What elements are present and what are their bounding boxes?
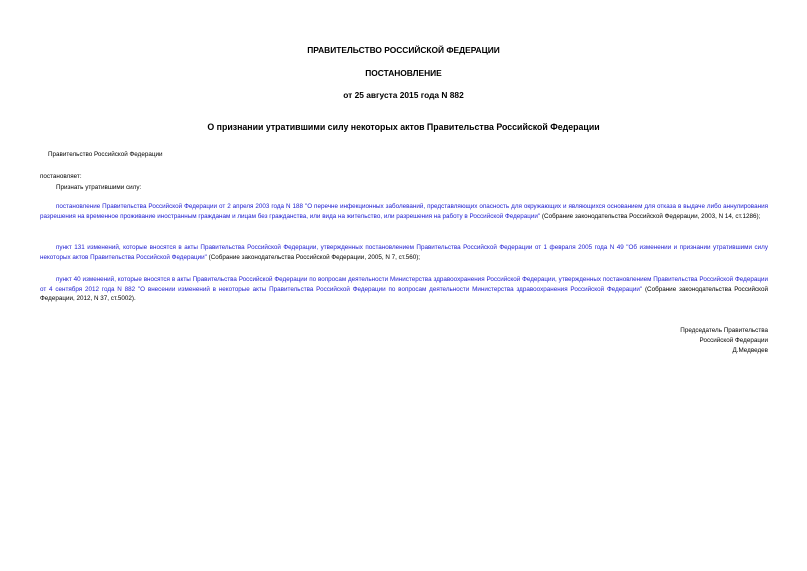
signatory-organization: Российской Федерации: [699, 337, 768, 344]
signatory-name: Д.Медведев: [732, 347, 768, 354]
signatory-position: Председатель Правительства: [680, 327, 768, 334]
resolves-text: постановляет:: [40, 173, 82, 180]
recognize-text: Признать утратившими силу:: [56, 184, 142, 191]
act-source: (Собрание законодательства Российской Федерации, 2012, N 37, ст.5002).: [40, 285, 769, 302]
act-source: (Собрание законодательства Российской Федерации, 2005, N 7, ст.560);: [206, 253, 421, 261]
act-link[interactable]: пункт 131 изменений, которые вносятся в акты Правительства Российской Федерации, утвержденных постановлением Правительства Российской Федерации от 1 февраля 2005 года N 49 "Об изменении и признании утратившими силу некоторых актов Правительства Российской Федерации": [40, 244, 768, 261]
issuing-authority-heading: ПРАВИТЕЛЬСТВО РОССИЙСКОЙ ФЕДЕРАЦИИ: [307, 45, 500, 55]
issuer-text: Правительство Российской Федерации: [48, 151, 163, 158]
repealed-act-item: [40, 275, 768, 304]
act-link[interactable]: постановление Правительства Российской Федерации от 2 апреля 2003 года N 188 "О перечне инфекционных заболеваний, представляющих опасность для окружающих и являющихся основанием для отказа в выдаче либо аннулирования разрешения на временное проживание иностранным гражданам и лицам без гражданства, или вида на жительство, или разрешения на работу в Российской Федерации": [40, 203, 768, 220]
act-source: (Собрание законодательства Российской Федерации, 2003, N 14, ст.1286);: [540, 212, 761, 220]
repealed-act-item: [40, 202, 768, 221]
act-link[interactable]: пункт 40 изменений, которые вносятся в акты Правительства Российской Федерации по вопросам деятельности Министерства здравоохранения Российской Федерации, утвержденных постановлением Правительства Российской Федерации от 4 сентября 2012 года N 882 "О внесении изменений в некоторые акты Правительства Российской Федерации по вопросам деятельности Министерства здравоохранения Российской Федерации": [40, 276, 768, 293]
document-title: О признании утратившими силу некоторых актов Правительства Российской Федерации: [207, 122, 600, 132]
document-date-number: от 25 августа 2015 года N 882: [343, 90, 464, 100]
document-type-heading: ПОСТАНОВЛЕНИЕ: [365, 68, 442, 78]
repealed-act-item: [40, 243, 768, 262]
